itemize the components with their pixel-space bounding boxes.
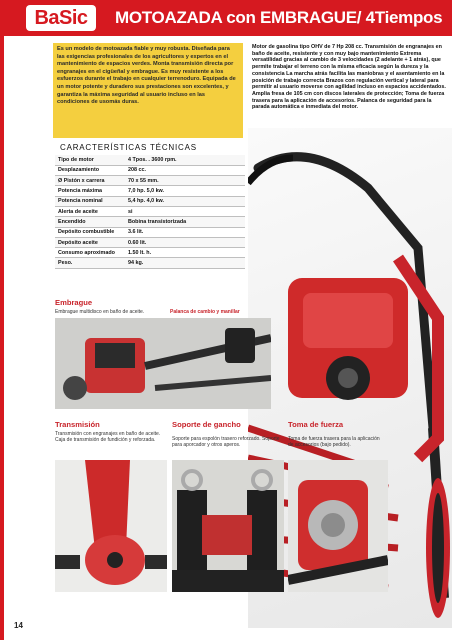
table-row: Depósito aceite 0.60 lit. — [55, 237, 245, 247]
table-row: Potencia máxima 7,0 hp. 5,0 kw. — [55, 186, 245, 196]
table-row: Tipo de motor 4 Tpos. . 3600 rpm. — [55, 155, 245, 165]
specs-title: CARACTERÍSTICAS TÉCNICAS — [60, 143, 197, 152]
table-row: Potencia nominal 5,4 hp. 4,0 kw. — [55, 196, 245, 206]
gear-lever-label: Palanca de cambio y manillar — [170, 309, 240, 315]
specs-table — [55, 155, 245, 269]
features-text: Motor de gasolina tipo OHV de 7 Hp 208 cc. Transmisión de engranajes en baño de aceite, resistente y con muy bajo mantenimiento Extrema versatilidad gracias al cambio de 3 velocidades (2 adelante + 1 atrás), que permite trabajar el terreno con la misma eficacia según la dureza y la consistencia La marcha atrás facilita las maniobras y el asentamiento en la posición de trabajo correcta Brazos con regulación vertical y lateral para permitir al usuario moverse con agilidad incluso en espacios accidentados. Amplia fresa de 105 cm con discos laterales de protección; Toma de fuerza trasera para la aplicación de accesorios. Palanca de seguridad para la parada automática e inmediata del motor. — [252, 44, 446, 111]
left-accent-bar — [0, 36, 4, 640]
section-text-toma: Toma de fuerza trasera para la aplicación de accesorios (bajo pedido). — [288, 436, 380, 449]
section-title-transmision: Transmisión — [55, 420, 100, 429]
table-row: Alerta de aceite si — [55, 206, 245, 216]
transmission-photo — [55, 460, 167, 592]
pto-photo — [288, 460, 388, 592]
section-text-embrague: Embrague multidisco en baño de aceite. — [55, 309, 145, 315]
table-row: Ø Pistón x carrera 70 x 55 mm. — [55, 176, 245, 186]
page-title: MOTOAZADA con EMBRAGUE/ 4Tiempos — [115, 8, 443, 27]
table-row: Encendido Bobina transistorizada — [55, 217, 245, 227]
section-title-embrague: Embrague — [55, 298, 93, 307]
brand-logo: BaSic — [26, 5, 96, 31]
intro-box: Es un modelo de motoazada fiable y muy robusta. Diseñada para las exigencias profesionales de los agricultores y expertos en el mantenimiento de espacios verdes. Monta transmisión directa por engranajes en el cigüeñal y embrague. Es muy resistente a los esfuerzos durante el trabajo en cualquier terrenoduro. Equipada de un motor potente y duradero sus prestaciones son excelentes, y garantiza la máxima seguridad al usuario incluso en las condiciones de usomás duras. — [53, 43, 243, 138]
section-title-soporte: Soporte de gancho — [172, 420, 241, 429]
section-text-soporte: Soporte para espolón trasero reforzado. Soporte para aporcador y otros aperos. — [172, 436, 280, 449]
hitch-photo — [172, 460, 284, 592]
table-row: Depósito combustible 3.6 lit. — [55, 227, 245, 237]
page-header — [0, 0, 452, 36]
table-row: Desplazamiento 208 cc. — [55, 165, 245, 175]
table-row: Peso. 94 kg. — [55, 258, 245, 268]
section-title-toma: Toma de fuerza — [288, 420, 344, 429]
section-text-transmision: Transmisión con engranajes en baño de aceite. Caja de transmisión de fundición y reforzada. — [55, 431, 161, 444]
clutch-photo — [55, 318, 271, 409]
table-row: Consumo aproximado 1.50 lt. h. — [55, 248, 245, 258]
page-number: 14 — [14, 621, 23, 630]
